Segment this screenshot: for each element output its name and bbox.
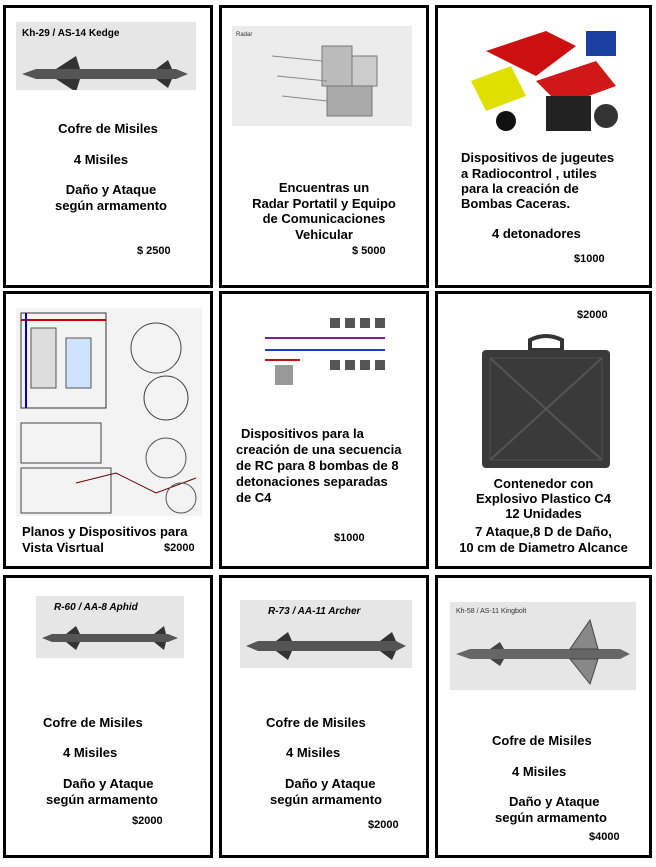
rc-toys-image — [466, 26, 624, 134]
missile-image — [36, 596, 184, 658]
card-price: $1000 — [334, 532, 365, 544]
card-line1: Daño y Ataque — [285, 776, 376, 791]
card-line2: Explosivo Plastico C4 — [475, 491, 612, 506]
card-line4: detonaciones separadas — [236, 474, 388, 489]
card-r73 — [219, 575, 429, 858]
card-title: Cofre de Misiles — [492, 733, 592, 748]
card-price: $2000 — [577, 309, 608, 321]
card-line3: para la creación de — [461, 181, 579, 196]
card-line3: de RC para 8 bombas de 8 — [236, 458, 399, 473]
card-price: $2000 — [368, 819, 399, 831]
missile-image — [450, 602, 636, 690]
card-radar — [219, 5, 429, 288]
card-price: $4000 — [589, 831, 620, 843]
radar-image — [232, 26, 412, 126]
card-line5: de C4 — [236, 490, 272, 505]
missile-image — [240, 600, 412, 668]
card-rc-toys — [435, 5, 652, 288]
card-line1: Daño y Ataque — [65, 182, 157, 197]
radar-icon — [232, 26, 412, 126]
card-price: $2000 — [164, 542, 195, 554]
missile-icon — [16, 22, 196, 90]
card-line4: 7 Ataque,8 D de Daño, — [475, 524, 612, 539]
card-line5: 10 cm de Diametro Alcance — [459, 540, 628, 555]
missile-icon — [36, 596, 184, 658]
card-title: Cofre de Misiles — [266, 715, 366, 730]
card-line1: Dispositivos para la — [241, 426, 364, 441]
card-r60 — [3, 575, 213, 858]
card-line1: Daño y Ataque — [509, 794, 600, 809]
card-kh29 — [3, 5, 213, 288]
card-line1: Planos y Dispositivos para — [22, 524, 188, 539]
card-line1: Encuentras un — [278, 180, 370, 195]
blueprint-image — [16, 308, 202, 516]
circuit-image — [260, 310, 390, 388]
card-line2: Radar Portatil y Equipo — [252, 196, 396, 211]
card-quantity: 4 Misiles — [73, 152, 129, 167]
missile-image — [16, 22, 196, 90]
card-quantity: 4 detonadores — [492, 226, 581, 241]
card-line4: Vehicular — [295, 227, 353, 242]
missile-caption: Kh-58 / AS-11 Kingbolt — [456, 608, 527, 615]
card-line2: según armamento — [55, 198, 167, 213]
case-image — [480, 332, 612, 470]
card-line2: según armamento — [495, 810, 607, 825]
radar-caption: Radar — [236, 32, 253, 38]
case-icon — [480, 332, 612, 470]
card-line3: 12 Unidades — [505, 506, 582, 521]
card-title: Cofre de Misiles — [43, 715, 143, 730]
card-blueprint — [3, 291, 213, 569]
card-price: $2000 — [132, 815, 163, 827]
rc-toys-icon — [466, 26, 624, 134]
missile-caption: R-73 / AA-11 Archer — [268, 606, 361, 617]
card-title: Cofre de Misiles — [58, 121, 158, 136]
card-line4: Bombas Caceras. — [461, 196, 571, 211]
card-price: $ 2500 — [137, 245, 171, 257]
card-line2: creación de una secuencia — [236, 442, 402, 457]
card-quantity: 4 Misiles — [512, 764, 567, 779]
circuit-icon — [260, 310, 390, 388]
card-c4-case — [435, 291, 652, 569]
blueprint-icon — [16, 308, 202, 516]
card-price: $ 5000 — [352, 245, 386, 257]
card-kh58 — [435, 575, 652, 858]
card-line3: de Comunicaciones — [262, 211, 386, 226]
card-line2: Vista Visrtual — [22, 540, 104, 555]
card-line2: según armamento — [270, 792, 382, 807]
card-line2: a Radiocontrol , utiles — [461, 166, 597, 181]
missile-icon — [450, 602, 636, 690]
card-quantity: 4 Misiles — [63, 745, 118, 760]
card-line1: Dispositivos de jugeutes — [461, 150, 615, 165]
missile-icon — [240, 600, 412, 668]
card-line2: según armamento — [46, 792, 158, 807]
card-circuit — [219, 291, 429, 569]
missile-caption: Kh-29 / AS-14 Kedge — [22, 28, 120, 39]
card-line1: Daño y Ataque — [63, 776, 154, 791]
missile-caption: R-60 / AA-8 Aphid — [54, 602, 138, 613]
card-line1: Contenedor con — [493, 476, 594, 491]
card-price: $1000 — [574, 253, 605, 265]
card-quantity: 4 Misiles — [286, 745, 341, 760]
